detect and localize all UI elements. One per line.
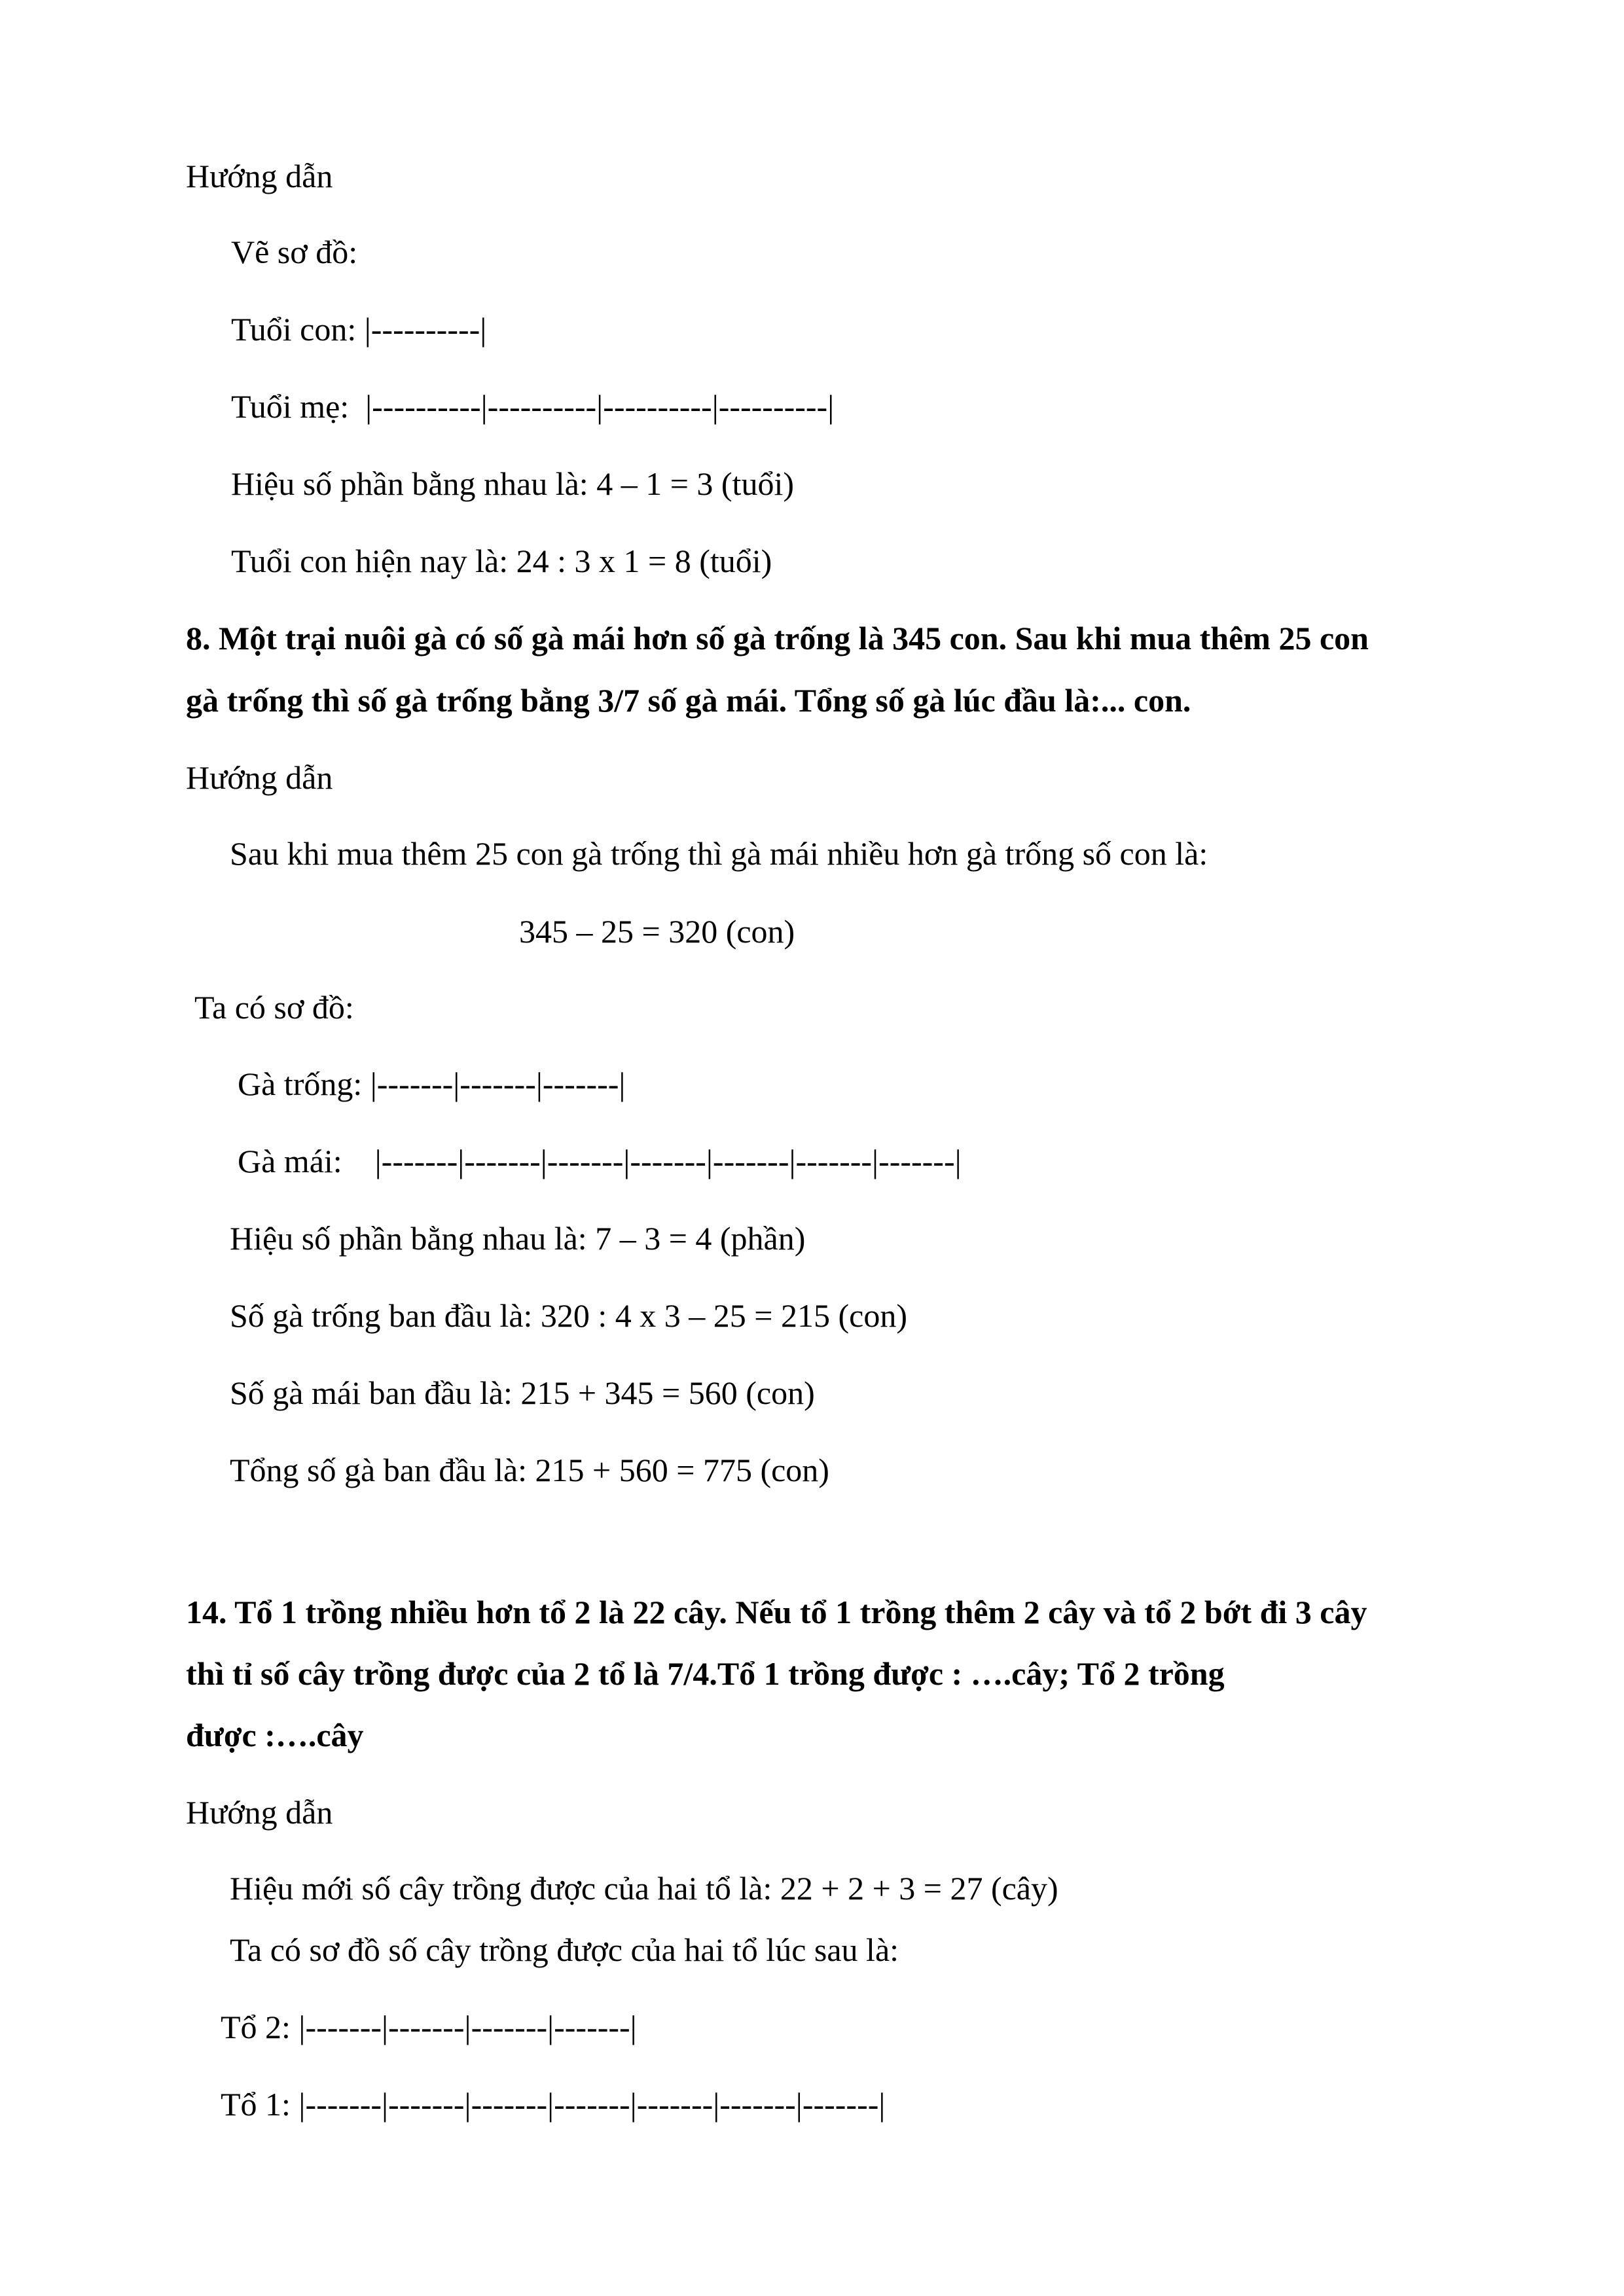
problem-14-statement: 14. Tổ 1 trồng nhiều hơn tổ 2 là 22 cây. Nếu tổ 1 trồng thêm 2 cây và tổ 2 bớt đi 3 cây [186, 1594, 1367, 1630]
guide-heading: Hướng dẫn [186, 158, 333, 194]
diagram-intro: Vẽ sơ đồ: [231, 234, 358, 270]
problem-14-statement: thì tỉ số cây trồng được của 2 tổ là 7/4.Tổ 1 trồng được : ….cây; Tổ 2 trồng [186, 1655, 1225, 1692]
diagram-group-1: Tổ 1: |-------|-------|-------|-------|-------|-------|-------| [221, 2086, 886, 2123]
guide-heading: Hướng dẫn [186, 1794, 333, 1831]
diagram-child-age: Tuổi con: |----------| [231, 311, 487, 348]
solution-step: Số gà mái ban đầu là: 215 + 345 = 560 (con) [230, 1374, 815, 1411]
diagram-intro: Ta có sơ đồ: [194, 989, 354, 1026]
solution-step: Hiệu mới số cây trồng được của hai tổ là: 22 + 2 + 3 = 27 (cây) [230, 1870, 1058, 1907]
solution-equation: 345 – 25 = 320 (con) [519, 913, 795, 950]
solution-step: Hiệu số phần bằng nhau là: 7 – 3 = 4 (phần) [230, 1220, 806, 1257]
problem-14-statement: được :….cây [186, 1717, 364, 1753]
diagram-intro: Ta có sơ đồ số cây trồng được của hai tổ lúc sau là: [230, 1931, 899, 1968]
diagram-rooster: Gà trống: |-------|-------|-------| [238, 1066, 626, 1102]
diagram-group-2: Tổ 2: |-------|-------|-------|-------| [221, 2009, 637, 2045]
solution-step: Sau khi mua thêm 25 con gà trống thì gà mái nhiều hơn gà trống số con là: [230, 835, 1208, 872]
diagram-hen: Gà mái: |-------|-------|-------|-------|-------|-------|-------| [238, 1143, 962, 1179]
diagram-mother-age: Tuổi mẹ: |----------|----------|----------|----------| [231, 388, 835, 425]
problem-8-statement: gà trống thì số gà trống bằng 3/7 số gà mái. Tổng số gà lúc đầu là:... con. [186, 682, 1191, 719]
solution-step: Tổng số gà ban đầu là: 215 + 560 = 775 (con) [230, 1452, 829, 1488]
solution-step: Hiệu số phần bằng nhau là: 4 – 1 = 3 (tuổi) [231, 465, 794, 502]
guide-heading: Hướng dẫn [186, 759, 333, 796]
problem-8-statement: 8. Một trại nuôi gà có số gà mái hơn số gà trống là 345 con. Sau khi mua thêm 25 con [186, 620, 1369, 656]
solution-step: Tuổi con hiện nay là: 24 : 3 x 1 = 8 (tuổi) [231, 543, 772, 579]
solution-step: Số gà trống ban đầu là: 320 : 4 x 3 – 25 = 215 (con) [230, 1297, 907, 1334]
